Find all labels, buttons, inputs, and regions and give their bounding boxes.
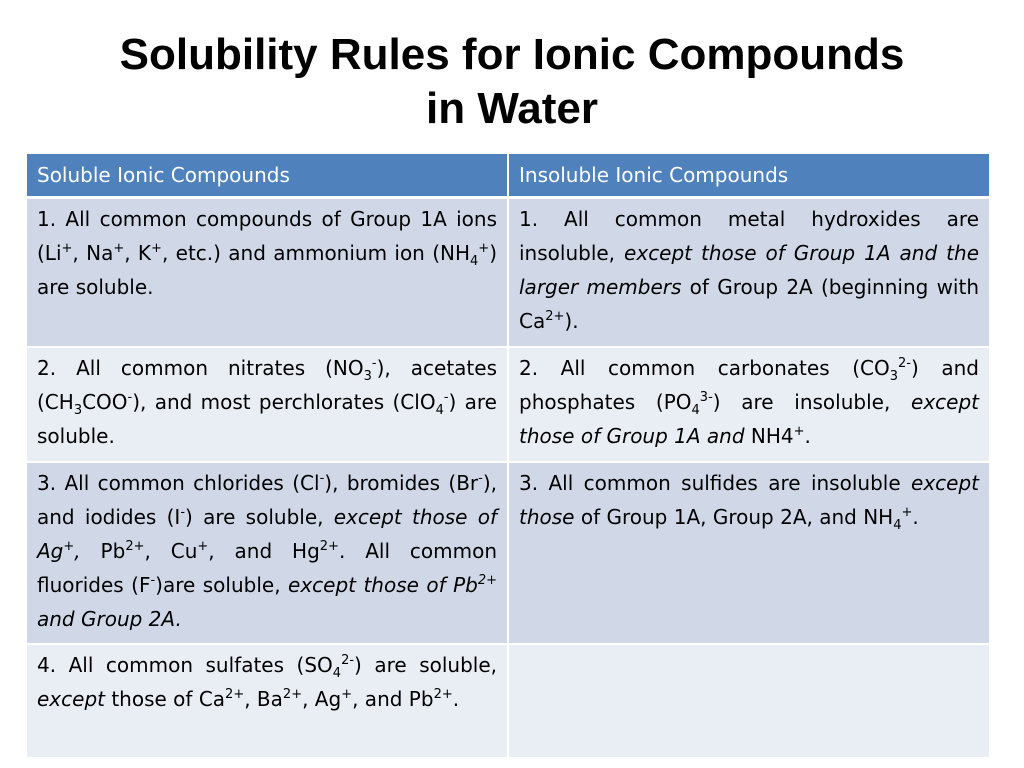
page-title (0, 28, 1024, 136)
insoluble-rule-3: 3. All common sulfides are insoluble except those of Group 1A, Group 2A, and $NH_4^+$. (508, 462, 990, 644)
table-header (27, 154, 990, 198)
soluble-rule-3: 3. All common chlorides (Cl-), bromides (Br-), and iodides (I-) are soluble, except those of Ag+, $Pb^{2+}$, Cu+, and $Hg^{2+}$. All common fluorides (F-)are soluble, except those of $Pb^{2+}$ and Group 2A. (27, 462, 508, 644)
soluble-rule-1: 1. All common compounds of Group 1A ions (Li+, Na+, K+, etc.) and ammonium ion $(NH_4^+)$ are soluble. (27, 198, 508, 348)
insoluble-rule-2: 2. All common carbonates $(CO_3^{2-})$ and phosphates $(PO_4^{3-})$ are insoluble, except those of Group 1A and NH4+. (508, 347, 990, 462)
table-row (27, 644, 990, 758)
table-row (27, 347, 990, 462)
insoluble-rule-1: 1. All common metal hydroxides are insoluble, except those of Group 1A and the larger members of Group 2A (beginning with $Ca^{2+}$). (508, 198, 990, 348)
solubility-rules-table (27, 154, 991, 759)
table-row (27, 198, 990, 348)
table-row (27, 462, 990, 644)
header-row (27, 154, 990, 198)
title-line-2: in Water (426, 84, 598, 133)
title-line-1: Solubility Rules for Ionic Compounds (119, 30, 905, 79)
header-insoluble: Insoluble Ionic Compounds (508, 154, 990, 198)
insoluble-rule-4-empty (508, 644, 990, 758)
soluble-rule-2: 2. All common nitrates $(NO_3^-)$, acetates $(CH_3COO^-)$, and most perchlorates (ClO$_4$-) are soluble. (27, 347, 508, 462)
header-soluble: Soluble Ionic Compounds (27, 154, 508, 198)
soluble-rule-4: 4. All common sulfates $(SO_4^{2-})$ are soluble, except those of $Ca^{2+}$, $Ba^{2+}$, Ag+, and $Pb^{2+}$. (27, 644, 508, 758)
